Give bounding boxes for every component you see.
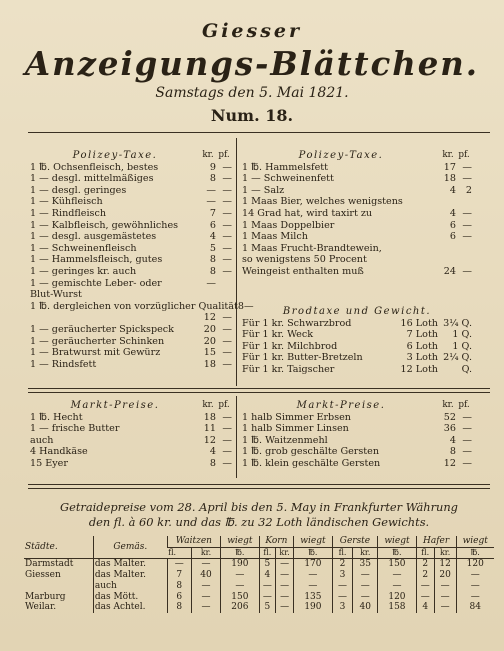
value-cell: — — [221, 570, 260, 581]
value-cell: 150 — [221, 592, 260, 603]
price-kr — [200, 289, 216, 301]
price-row — [242, 231, 472, 243]
price-row — [30, 289, 232, 301]
price-row — [30, 173, 232, 185]
item-label: 1 — desgl. geringes — [30, 184, 127, 196]
price-row — [30, 336, 232, 348]
price-kr: 8 — [209, 173, 216, 185]
price-row — [30, 458, 232, 470]
price-kr: 18 — [443, 173, 456, 185]
price-row — [30, 278, 232, 290]
price-row — [30, 243, 232, 255]
value-cell: — — [191, 592, 220, 603]
price-pf: — — [462, 457, 472, 469]
price-kr — [440, 243, 456, 255]
price-pf: — — [462, 207, 472, 219]
rule-top — [28, 132, 490, 133]
price-kr: 15 — [203, 347, 216, 359]
getraide-heading-2: den fl. à 60 kr. und das ℔. zu 32 Loth ländischen Gewichts. — [88, 515, 430, 529]
price-row — [242, 162, 472, 174]
price-pf: — — [462, 423, 472, 435]
price-pf: — — [222, 219, 232, 231]
item-label: 1 — Salz — [242, 184, 285, 196]
price-kr: — — [206, 277, 216, 289]
price-kr: — — [206, 184, 216, 196]
price-pf: — — [462, 411, 472, 423]
price-pf: — — [462, 434, 472, 446]
price-row — [30, 162, 232, 174]
item-label: 1 halb Simmer Linsen — [242, 423, 349, 435]
price-pf: — — [222, 457, 232, 469]
item-label: 1 — Schweinenfett — [242, 173, 334, 185]
value-cell: — — [294, 581, 333, 592]
price-row — [30, 324, 232, 336]
measure-cell: das Malter. — [93, 559, 167, 570]
price-pf: — — [222, 434, 232, 446]
price-kr: 20 — [203, 335, 216, 347]
item-label: Weingeist enthalten muß — [242, 265, 364, 277]
column-divider-2 — [236, 396, 237, 478]
item-label: 1 ℔. Hammelsfett — [242, 161, 328, 173]
table-row — [24, 581, 494, 592]
issue-date: Samstags den 5. Mai 1821. — [155, 85, 349, 101]
price-kr: 8 — [209, 265, 216, 277]
table-row — [24, 559, 494, 570]
item-label: 14 Grad hat, wird taxirt zu — [242, 207, 373, 219]
value-cell: 4 — [416, 602, 434, 613]
price-row — [30, 185, 232, 197]
rule-low — [28, 484, 490, 489]
value-cell: 8 — [167, 602, 191, 613]
value-cell: 158 — [378, 602, 417, 613]
price-pf: — — [222, 254, 232, 266]
price-row — [242, 412, 472, 424]
price-kr: 6 — [449, 219, 456, 231]
item-label — [30, 312, 200, 324]
value-cell: — — [353, 581, 378, 592]
price-row — [30, 435, 232, 447]
price-kr: 12 — [443, 457, 456, 469]
brodtaxe: Brodtaxe und Gewicht. Für 1 kr. Schwarzbrod 16 Loth 3¼ Q. Für 1 kr. Weck 7 Loth 1 Q. Für 1 kr. Milchbrod 6 Loth 1 Q. Für 1 kr. Butter-Bretzeln 3 Loth 2¼ Q. Für 1 kr. Taigscher 12 Loth Q. — [242, 306, 472, 375]
value-cell: 2 — [416, 570, 434, 581]
bread-item: Für 1 kr. Schwarzbrod — [242, 317, 352, 329]
item-label: 1 ℔. Waitzenmehl — [242, 434, 328, 446]
item-label: 1 — desgl. ausgemästetes — [30, 231, 157, 243]
value-cell: 84 — [456, 602, 494, 613]
price-kr: 5 — [209, 242, 216, 254]
item-label: 1 — Rindsfett — [30, 358, 97, 370]
price-pf — [456, 196, 472, 208]
price-kr: 4 — [449, 434, 456, 446]
price-pf: — — [222, 184, 232, 196]
rule-mid — [28, 388, 490, 393]
measure-cell: das Achtel. — [93, 602, 167, 613]
value-cell: — — [221, 581, 260, 592]
value-cell: — — [275, 570, 293, 581]
price-row — [30, 220, 232, 232]
value-cell: — — [434, 602, 456, 613]
price-pf: — — [222, 242, 232, 254]
bread-quentchen: 3¼ Q. — [443, 317, 472, 329]
value-cell: — — [191, 581, 220, 592]
bread-weight: 6 Loth — [406, 340, 438, 352]
bread-quentchen: Q. — [461, 363, 472, 375]
price-row — [30, 196, 232, 208]
item-label: so wenigstens 50 Procent — [242, 254, 367, 266]
price-pf: — — [222, 231, 232, 243]
value-cell: 2 — [332, 559, 353, 570]
bread-row — [242, 341, 472, 353]
value-cell: 2 — [416, 559, 434, 570]
value-cell: — — [275, 559, 293, 570]
item-label: 1 — Kühfleisch — [30, 196, 103, 208]
price-pf — [216, 278, 232, 290]
value-cell: — — [275, 581, 293, 592]
price-pf: — — [222, 161, 232, 173]
value-cell: 206 — [221, 602, 260, 613]
value-cell: — — [353, 570, 378, 581]
bread-row — [242, 318, 472, 330]
price-kr: 8 — [449, 446, 456, 458]
item-label: 15 Eyer — [30, 457, 68, 469]
grain-price-table: Städte. Gemäs. Waitzen wiegt Korn wiegt Gerste wiegt Hafer wiegt fl. kr. ℔. fl. kr. ℔. fl. kr. ℔. fl. kr. ℔. Darmstadt das Malter. — — 190 5 — 170 2 35 150 2 12 120 Giessen das Malter. 7 40 — 4 — — 3 — — 2 20 — auch 8 — — — — — — — — — — — Marburg das Mött. 6 — 150 — — 135 — — 120 — — — Weilar. das Achtel. 8 — 206 5 — 190 3 40 158 4 — 84 — [24, 536, 494, 613]
value-cell: — — [434, 581, 456, 592]
price-pf: — — [222, 323, 232, 335]
bread-item: Für 1 kr. Butter-Bretzeln — [242, 352, 363, 364]
price-pf — [456, 243, 472, 255]
price-pf: — — [222, 423, 232, 435]
price-kr: 20 — [203, 323, 216, 335]
price-kr: — — [206, 196, 216, 208]
price-pf: — — [462, 265, 472, 277]
bread-item: Für 1 kr. Taigscher — [242, 363, 335, 375]
price-row — [242, 266, 472, 278]
price-kr: 8 — [209, 254, 216, 266]
price-kr: 7 — [209, 207, 216, 219]
value-cell: — — [294, 570, 333, 581]
value-cell: 7 — [167, 570, 191, 581]
price-pf — [456, 254, 472, 266]
bread-quentchen: 1 Q. — [452, 340, 472, 352]
price-pf: — — [222, 265, 232, 277]
polizey-right: Polizey-Taxe. kr. pf. 1 ℔. Hammelsfett 17 — 1 — Schweinenfett 18 — 1 — Salz 4 2 1 Maas Bier, welches wenigstens 14 Grad hat, wird taxirt zu 4 — 1 Maas Doppelbier 6 — 1 Maas Milch 6 — 1 Maas Frucht-Brandtewein, so wenigstens 50 Procent Weingeist enthalten muß 24 — — [242, 150, 472, 277]
value-cell: 40 — [353, 602, 378, 613]
bread-weight: 12 Loth — [400, 363, 438, 375]
value-cell: — — [416, 581, 434, 592]
price-kr: 11 — [203, 423, 216, 435]
price-kr — [440, 254, 456, 266]
item-label: 1 — Schweinenfleisch — [30, 242, 137, 254]
price-pf: — — [462, 231, 472, 243]
item-label: 1 — Bratwurst mit Gewürz — [30, 347, 161, 359]
item-label: 1 Maas Frucht-Brandtewein, — [242, 242, 382, 254]
city-cell: Weilar. — [25, 602, 57, 613]
price-kr: 4 — [449, 207, 456, 219]
value-cell: 5 — [259, 602, 275, 613]
price-pf: 2 — [465, 184, 472, 196]
item-label: 1 — gemischte Leber- oder — [30, 277, 162, 289]
bread-weight: 7 Loth — [406, 329, 438, 341]
measure-cell: auch — [93, 581, 167, 592]
price-row — [242, 173, 472, 185]
bread-weight: 3 Loth — [406, 352, 438, 364]
value-cell: 5 — [259, 559, 275, 570]
item-label: 1 ℔. klein geschälte Gersten — [242, 457, 381, 469]
price-pf: — — [462, 446, 472, 458]
column-divider-1 — [236, 138, 237, 386]
price-row — [242, 254, 472, 266]
price-pf: — — [222, 173, 232, 185]
value-cell: — — [416, 592, 434, 603]
price-pf: — — [222, 207, 232, 219]
price-pf: — — [222, 347, 232, 359]
price-kr: 6 — [209, 219, 216, 231]
price-row — [30, 312, 232, 324]
item-label: 1 ℔. Hecht — [30, 411, 83, 423]
value-cell: — — [259, 581, 275, 592]
price-kr: 4 — [449, 184, 456, 196]
item-label: 1 — geräucherter Schinken — [30, 335, 165, 347]
price-pf: — — [222, 335, 232, 347]
item-label: 1 ℔. grob geschälte Gersten — [242, 446, 380, 458]
table-row — [24, 602, 494, 613]
city-cell: Darmstadt — [25, 559, 74, 570]
item-label: Blut-Wurst — [30, 289, 82, 301]
value-cell: — — [434, 592, 456, 603]
value-cell: — — [456, 570, 494, 581]
item-label: 1 — desgl. mittelmäßiges — [30, 173, 154, 185]
table-row — [24, 570, 494, 581]
price-pf: — — [222, 446, 232, 458]
price-kr: 6 — [449, 231, 456, 243]
value-cell: 170 — [294, 559, 333, 570]
item-label: 1 halb Simmer Erbsen — [242, 411, 351, 423]
price-row — [30, 231, 232, 243]
price-row — [242, 243, 472, 255]
bread-quentchen: 2¼ Q. — [443, 352, 472, 364]
city-cell: Marburg — [25, 591, 66, 602]
price-row — [242, 435, 472, 447]
value-cell: 3 — [332, 602, 353, 613]
price-pf — [216, 289, 232, 301]
item-label: 1 — geräucherter Spickspeck — [30, 323, 174, 335]
price-pf: — — [222, 196, 232, 208]
price-kr: 36 — [443, 423, 456, 435]
markt-right: Markt-Preise. kr. pf. 1 halb Simmer Erbsen 52 — 1 halb Simmer Linsen 36 — 1 ℔. Waitzenmehl 4 — 1 ℔. grob geschälte Gersten 8 — 1 ℔. klein geschälte Gersten 12 — — [242, 400, 472, 469]
price-kr: 12 — [203, 312, 216, 324]
price-row — [30, 423, 232, 435]
price-row — [242, 208, 472, 220]
item-label: 1 — geringes kr. auch — [30, 265, 137, 277]
price-row — [30, 266, 232, 278]
price-pf: — — [222, 312, 232, 324]
price-pf: — — [222, 411, 232, 423]
value-cell: 120 — [378, 592, 417, 603]
city-cell — [24, 581, 93, 592]
table-row — [24, 592, 494, 603]
value-cell: — — [167, 559, 191, 570]
item-label: 1 Maas Bier, welches wenigstens — [242, 196, 403, 208]
value-cell: — — [332, 581, 353, 592]
value-cell: — — [353, 592, 378, 603]
value-cell: — — [191, 602, 220, 613]
price-row — [30, 359, 232, 371]
value-cell: 4 — [259, 570, 275, 581]
price-kr: 52 — [443, 411, 456, 423]
price-kr: 9 — [209, 161, 216, 173]
item-label: 1 Maas Milch — [242, 231, 308, 243]
item-label: 1 — frische Butter — [30, 423, 120, 435]
value-cell: — — [378, 581, 417, 592]
value-cell: — — [191, 559, 220, 570]
city-cell: Giessen — [25, 570, 61, 581]
price-pf: — — [462, 161, 472, 173]
bread-quentchen: 1 Q. — [452, 329, 472, 341]
price-row — [242, 196, 472, 208]
item-label: 4 Handkäse — [30, 446, 88, 458]
price-kr: 17 — [443, 161, 456, 173]
price-kr: 8 — [209, 457, 216, 469]
price-kr: 18 — [203, 411, 216, 423]
price-row — [242, 446, 472, 458]
value-cell: — — [456, 581, 494, 592]
bread-row — [242, 329, 472, 341]
item-label: 1 — Kalbfleisch, gewöhnliches — [30, 219, 179, 231]
value-cell: 120 — [456, 559, 494, 570]
price-kr: 18 — [203, 358, 216, 370]
price-row — [30, 254, 232, 266]
price-row — [242, 220, 472, 232]
price-kr — [440, 196, 456, 208]
price-pf: — — [462, 173, 472, 185]
bread-item: Für 1 kr. Weck — [242, 329, 314, 341]
masthead-title: Anzeigungs-Blättchen. — [25, 44, 479, 83]
price-row — [242, 423, 472, 435]
price-kr: 12 — [203, 434, 216, 446]
bread-row — [242, 352, 472, 364]
issue-number: Num. 18. — [210, 106, 294, 125]
item-label: auch — [30, 434, 54, 446]
item-label: 1 ℔. dergleichen von vorzüglicher Qualität — [30, 300, 238, 312]
measure-cell: das Malter. — [93, 570, 167, 581]
price-row — [242, 458, 472, 470]
getraide-heading-1: Getraidepreise vom 28. April bis den 5. May in Frankfurter Währung — [60, 500, 458, 514]
value-cell: 20 — [434, 570, 456, 581]
price-row — [30, 208, 232, 220]
polizey-left: Polizey-Taxe. kr. pf. 1 ℔. Ochsenfleisch, bestes 9 — 1 — desgl. mittelmäßiges 8 — 1 — desgl. geringes — — 1 — Kühfleisch — — 1 — Rindfleisch 7 — 1 — Kalbfleisch, gewöhnliches 6 — 1 — desgl. ausgemästetes 4 — 1 — Schweinenfleisch 5 — 1 — Hammelsfleisch, gutes 8 — 1 — geringes kr. auch 8 — 1 — gemischte Leber- oder — Blut-Wurst 1 ℔. dergleichen von vorzüglicher Qualität 8 — 12 — 1 — geräucherter Spickspeck 20 — 1 — geräucherter Schinken 20 — 1 — Bratwurst mit Gewürz 15 — 1 — Rindsfett 18 — — [30, 150, 254, 370]
item-label: 1 Maas Doppelbier — [242, 219, 335, 231]
value-cell: 40 — [191, 570, 220, 581]
price-pf: — — [462, 219, 472, 231]
value-cell: 150 — [378, 559, 417, 570]
price-row — [30, 412, 232, 424]
measure-cell: das Mött. — [93, 592, 167, 603]
value-cell: 190 — [294, 602, 333, 613]
price-row — [242, 185, 472, 197]
value-cell: 8 — [167, 581, 191, 592]
value-cell: — — [275, 602, 293, 613]
price-row — [30, 300, 254, 313]
bread-row — [242, 364, 472, 376]
price-pf: — — [222, 358, 232, 370]
price-kr: 8 — [237, 300, 244, 312]
value-cell: — — [332, 592, 353, 603]
masthead-line1: Giesser — [201, 20, 303, 42]
price-kr: 4 — [209, 446, 216, 458]
price-row — [30, 347, 232, 359]
value-cell: 12 — [434, 559, 456, 570]
value-cell: 6 — [167, 592, 191, 603]
bread-weight: 16 Loth — [400, 317, 438, 329]
value-cell: — — [378, 570, 417, 581]
markt-left: Markt-Preise. kr. pf. 1 ℔. Hecht 18 — 1 — frische Butter 11 — auch 12 — 4 Handkäse 4 — 15 Eyer 8 — — [30, 400, 232, 469]
value-cell: 3 — [332, 570, 353, 581]
price-row — [30, 446, 232, 458]
value-cell: — — [456, 592, 494, 603]
price-kr: 24 — [443, 265, 456, 277]
value-cell: 35 — [353, 559, 378, 570]
item-label: 1 — Hammelsfleisch, gutes — [30, 254, 163, 266]
price-kr: 4 — [209, 231, 216, 243]
item-label: 1 ℔. Ochsenfleisch, bestes — [30, 161, 159, 173]
item-label: 1 — Rindfleisch — [30, 207, 107, 219]
value-cell: — — [275, 592, 293, 603]
bread-item: Für 1 kr. Milchbrod — [242, 340, 338, 352]
price-pf: — — [243, 300, 254, 312]
value-cell: 190 — [221, 559, 260, 570]
value-cell: 135 — [294, 592, 333, 603]
value-cell: — — [259, 592, 275, 603]
